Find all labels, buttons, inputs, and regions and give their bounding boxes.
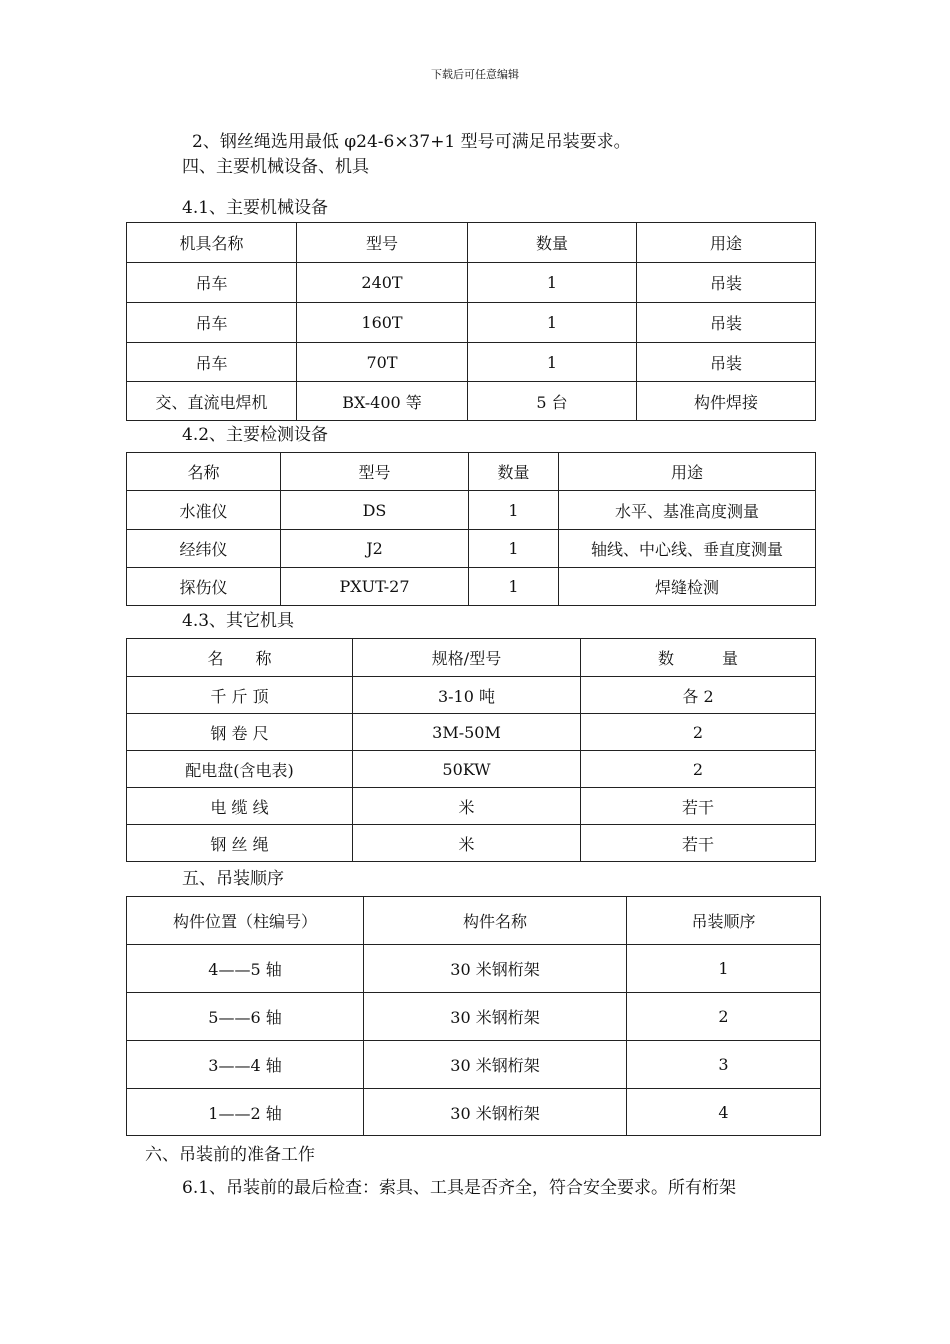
- table-main-machinery: [126, 222, 816, 421]
- header-cell: 规格/型号: [353, 639, 581, 677]
- table-cell: 构件焊接: [637, 382, 816, 421]
- table-cell: 1: [468, 343, 637, 382]
- table-cell: 吊装: [637, 343, 816, 382]
- section-4-1-title: 4.1、主要机械设备: [182, 198, 329, 218]
- table-cell: 1: [469, 530, 559, 568]
- table-cell: 钢 卷 尺: [127, 714, 353, 751]
- table-testing-equipment: [126, 452, 816, 606]
- table-cell: 1: [468, 303, 637, 343]
- section-4-3-title: 4.3、其它机具: [182, 611, 295, 631]
- table-cell: 50KW: [353, 751, 581, 788]
- table-cell: 2: [581, 751, 816, 788]
- table-row: [127, 568, 816, 606]
- header-cell: 名 称: [127, 639, 353, 677]
- table-cell: 配电盘(含电表): [127, 751, 353, 788]
- table-cell: 3——4 轴: [127, 1041, 364, 1089]
- header-cell: 数 量: [581, 639, 816, 677]
- table-cell: 水准仪: [127, 491, 281, 530]
- table-cell: 若干: [581, 825, 816, 862]
- table-cell: 3: [627, 1041, 821, 1089]
- section-4-title: 四、主要机械设备、机具: [182, 157, 369, 177]
- table-row: [127, 993, 821, 1041]
- table-cell: 3-10 吨: [353, 677, 581, 714]
- table-row: [127, 343, 816, 382]
- table-cell: 吊车: [127, 303, 297, 343]
- table-cell: 1: [469, 491, 559, 530]
- table-cell: 吊车: [127, 343, 297, 382]
- table-cell: 若干: [581, 788, 816, 825]
- header-cell: 名称: [127, 453, 281, 491]
- table-cell: J2: [281, 530, 469, 568]
- table-cell: PXUT-27: [281, 568, 469, 606]
- table-cell: 吊装: [637, 303, 816, 343]
- table-row: [127, 303, 816, 343]
- table-row: [127, 788, 816, 825]
- table-other-tools: [126, 638, 816, 862]
- header-cell: 数量: [468, 223, 637, 263]
- table-cell: 30 米钢桁架: [364, 1041, 627, 1089]
- paragraph-wire-rope: 2、钢丝绳选用最低 φ24-6×37+1 型号可满足吊装要求。: [192, 132, 631, 152]
- section-5-title: 五、吊装顺序: [182, 869, 284, 889]
- header-cell: 机具名称: [127, 223, 297, 263]
- table-row: [127, 945, 821, 993]
- table-cell: 160T: [297, 303, 468, 343]
- header-cell: 型号: [281, 453, 469, 491]
- header-cell: 用途: [559, 453, 816, 491]
- table-cell: 5——6 轴: [127, 993, 364, 1041]
- table-header-row: [127, 453, 816, 491]
- header-cell: 型号: [297, 223, 468, 263]
- table-cell: 米: [353, 788, 581, 825]
- table-cell: 各 2: [581, 677, 816, 714]
- table-cell: 30 米钢桁架: [364, 945, 627, 993]
- table-cell: 2: [581, 714, 816, 751]
- table-cell: 电 缆 线: [127, 788, 353, 825]
- table-row: [127, 491, 816, 530]
- table-cell: 钢 丝 绳: [127, 825, 353, 862]
- page-header: 下载后可任意编辑: [431, 68, 519, 81]
- header-cell: 用途: [637, 223, 816, 263]
- table-cell: 水平、基准高度测量: [559, 491, 816, 530]
- table-cell: 千 斤 顶: [127, 677, 353, 714]
- table-row: [127, 677, 816, 714]
- table-cell: 5 台: [468, 382, 637, 421]
- table-cell: DS: [281, 491, 469, 530]
- table-row: [127, 825, 816, 862]
- table-cell: 3M-50M: [353, 714, 581, 751]
- section-4-2-title: 4.2、主要检测设备: [182, 425, 329, 445]
- table-cell: 1: [468, 263, 637, 303]
- header-cell: 吊装顺序: [627, 897, 821, 945]
- table-cell: 70T: [297, 343, 468, 382]
- table-cell: 4——5 轴: [127, 945, 364, 993]
- table-cell: 1: [627, 945, 821, 993]
- table-cell: 经纬仪: [127, 530, 281, 568]
- table-cell: 2: [627, 993, 821, 1041]
- section-6-title: 六、吊装前的准备工作: [145, 1145, 315, 1165]
- table-row: [127, 263, 816, 303]
- table-header-row: [127, 897, 821, 945]
- header-cell: 构件位置（柱编号）: [127, 897, 364, 945]
- table-header-row: [127, 639, 816, 677]
- table-cell: 焊缝检测: [559, 568, 816, 606]
- table-hoisting-sequence: [126, 896, 821, 1136]
- table-cell: 240T: [297, 263, 468, 303]
- table-header-row: [127, 223, 816, 263]
- header-cell: 构件名称: [364, 897, 627, 945]
- table-cell: 吊装: [637, 263, 816, 303]
- table-row: [127, 530, 816, 568]
- table-cell: 30 米钢桁架: [364, 1089, 627, 1136]
- table-cell: 30 米钢桁架: [364, 993, 627, 1041]
- table-row: [127, 714, 816, 751]
- table-cell: 米: [353, 825, 581, 862]
- table-row: [127, 1089, 821, 1136]
- table-cell: 轴线、中心线、垂直度测量: [559, 530, 816, 568]
- table-cell: 1: [469, 568, 559, 606]
- table-cell: 交、直流电焊机: [127, 382, 297, 421]
- table-row: [127, 751, 816, 788]
- paragraph-6-1: 6.1、吊装前的最后检查：索具、工具是否齐全，符合安全要求。所有桁架: [182, 1178, 737, 1198]
- table-cell: 探伤仪: [127, 568, 281, 606]
- table-row: [127, 1041, 821, 1089]
- table-row: [127, 382, 816, 421]
- table-cell: 1——2 轴: [127, 1089, 364, 1136]
- table-cell: BX-400 等: [297, 382, 468, 421]
- table-cell: 吊车: [127, 263, 297, 303]
- table-cell: 4: [627, 1089, 821, 1136]
- header-cell: 数量: [469, 453, 559, 491]
